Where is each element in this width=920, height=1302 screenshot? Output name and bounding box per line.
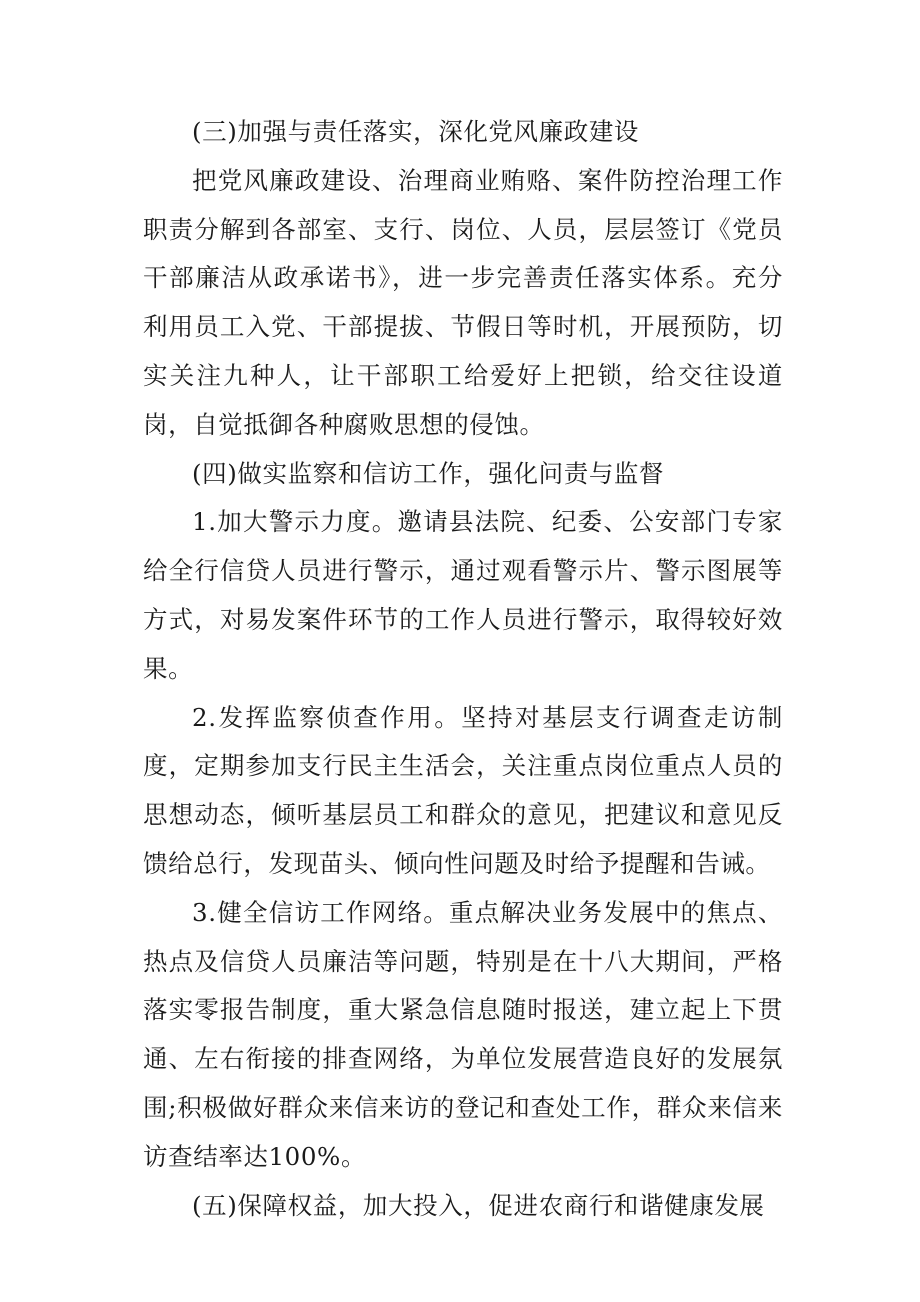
paragraph-item-2: 2.发挥监察侦查作用。坚持对基层支行调查走访制度，定期参加支行民主生活会，关注重点岗位重点人员的思想动态，倾听基层员工和群众的意见，把建议和意见反馈给总行，发现苗头、倾向性问题及时给予提醒和告诫。: [143, 702, 783, 878]
paragraph-item-3: 3.健全信访工作网络。重点解决业务发展中的焦点、热点及信贷人员廉洁等问题，特别是在十八大期间，严格落实零报告制度，重大紧急信息随时报送，建立起上下贯通、左右衔接的排查网络，为单位发展营造良好的发展氛围;积极做好群众来信来访的登记和查处工作，群众来信来访查结率达100%。: [143, 897, 783, 1171]
paragraph-item-1: 1.加大警示力度。邀请县法院、纪委、公安部门专家给全行信贷人员进行警示，通过观看警示片、警示图展等方式，对易发案件环节的工作人员进行警示，取得较好效果。: [143, 507, 783, 683]
paragraph-responsibility: 把党风廉政建设、治理商业贿赂、案件防控治理工作职责分解到各部室、支行、岗位、人员，层层签订《党员干部廉洁从政承诺书》，进一步完善责任落实体系。充分利用员工入党、干部提拔、节假日等时机，开展预防，切实关注九种人，让干部职工给爱好上把锁，给交往设道岗，自觉抵御各种腐败思想的侵蚀。: [143, 165, 783, 439]
document-body: [143, 108, 783, 1230]
section-heading-4: (四)做实监察和信访工作，强化问责与监督: [192, 458, 665, 488]
section-heading-3: (三)加强与责任落实，深化党风廉政建设: [192, 117, 640, 146]
section-heading-5: (五)保障权益，加大投入，促进农商行和谐健康发展: [192, 1190, 765, 1220]
